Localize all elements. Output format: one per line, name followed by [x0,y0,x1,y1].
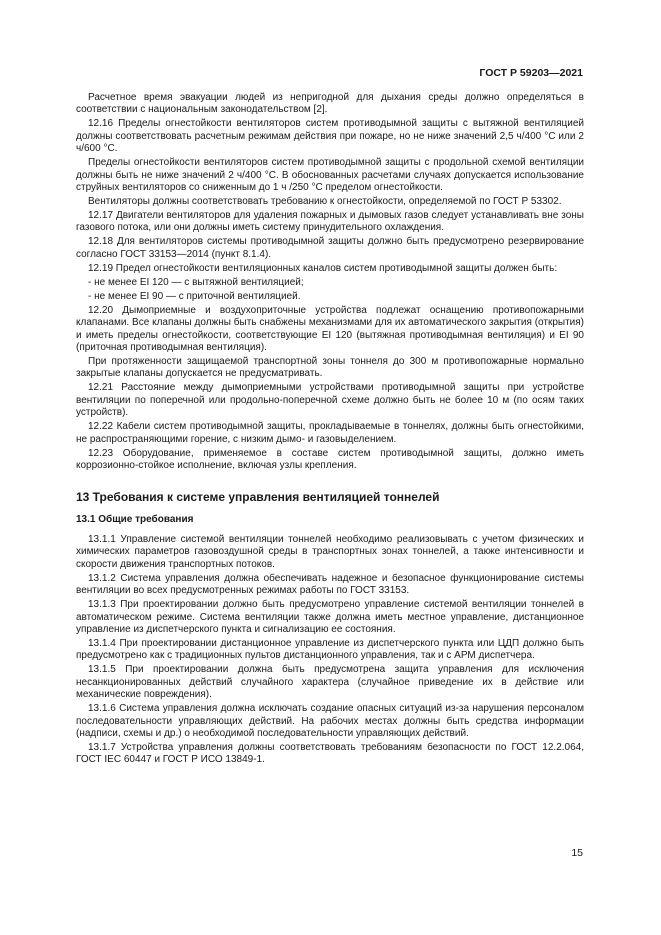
paragraph: Пределы огнестойкости вентиляторов систем противодымной защиты с продольной схемой вентиляции должны быть не ниже значений 2 ч/400 °С. В обоснованных расчетами случаях допускается использование струйных вентиляторов со сниженным до 1 ч /250 °С пределом огнестойкости. [76,157,584,194]
paragraph-12-21: 12.21 Расстояние между дымоприемными устройствами противодымной защиты при устройстве вентиляции по поперечной или продольно-поперечной схеме должно быть не более 10 м (по осям таких устройств). [76,382,584,419]
page-number: 15 [571,847,583,859]
paragraph-13-1-4: 13.1.4 При проектировании дистанционное управление из диспетчерского пункта или ЦДП должно быть предусмотрено как с традиционных пультов дистанционного управления, так и с АРМ диспетчера. [76,637,584,662]
section-heading: 13 Требования к системе управления вентиляцией тоннелей [76,489,440,504]
paragraph-12-22: 12.22 Кабели систем противодымной защиты, прокладываемые в тоннелях, должны быть огнестойкими, не распространяющими горение, с низким дымо- и газовыделением. [76,421,584,445]
paragraph: При протяженности защищаемой транспортной зоны тоннеля до 300 м противопожарные нормально закрытые клапаны допускается не предусматривать. [76,356,584,380]
paragraph: Вентиляторы должны соответствовать требованию к огнестойкости, определяемой по ГОСТ Р 53302. [88,196,562,208]
paragraph-12-16: 12.16 Пределы огнестойкости вентиляторов систем противодымной защиты с вытяжной вентиляцией должны соответствовать расчетным режимам действия при пожаре, но не ниже значений 2,5 ч/400 °С или 2 ч/600 °С. [76,118,584,155]
paragraph-13-1-2: 13.1.2 Система управления должна обеспечивать надежное и безопасное функционирование системы вентиляции во всех предусмотренных режимах работы по ГОСТ 33153. [76,572,584,597]
document-code: ГОСТ Р 59203—2021 [479,67,583,79]
list-item: - не менее EI 120 — с вытяжной вентиляцией; [88,276,304,288]
subsection-heading: 13.1 Общие требования [76,513,194,525]
paragraph-13-1-7: 13.1.7 Устройства управления должны соответствовать требованиям безопасности по ГОСТ 12.2.064, ГОСТ IEC 60447 и ГОСТ Р ИСО 13849-1. [76,741,584,766]
paragraph-13-1-5: 13.1.5 При проектировании должна быть предусмотрена защита управления для исключения несанкционированных действий случайного характера (случайное приведение их в действие или механические повреждения). [76,664,584,701]
paragraph-13-1-3: 13.1.3 При проектировании должно быть предусмотрено управление системой вентиляции тоннелей в автоматическом режиме. Система вентиляции также должна иметь местное управление, дистанционное управление из диспетчерского пункта и сигнализацию ее состояния. [76,599,584,635]
paragraph-12-18: 12.18 Для вентиляторов системы противодымной защиты должно быть предусмотрено резервирование согласно ГОСТ 33153—2014 (пункт 8.1.4). [76,236,584,260]
paragraph-12-19: 12.19 Предел огнестойкости вентиляционных каналов систем противодымной защиты должен быть: [88,262,558,274]
paragraph-12-17: 12.17 Двигатели вентиляторов для удаления пожарных и дымовых газов следует устанавливать вне зоны газового потока, или они должны иметь систему принудительного охлаждения. [76,210,584,234]
paragraph-12-20: 12.20 Дымоприемные и воздухоприточные устройства подлежат оснащению противопожарными клапанами. Все клапаны должны быть снабжены механизмами для их автоматического закрытия (открытия) и иметь пределы огнестойкости, соответствующие EI 120 (вытяжная противодымная вентиляция) и EI 90 (приточная противодымная вентиляция). [76,304,584,354]
paragraph-12-23: 12.23 Оборудование, применяемое в составе систем противодымной защиты, должно иметь коррозионно-стойкое исполнение, включая узлы крепления. [76,447,584,472]
document-body [76,92,584,768]
paragraph-13-1-6: 13.1.6 Система управления должна исключать создание опасных ситуаций из-за нарушения персоналом последовательности управляющих действий. На рабочих местах должны быть средства информации (надписи, схемы и др.) о необходимой последовательности управляющих действий. [76,703,584,739]
paragraph-13-1-1: 13.1.1 Управление системой вентиляции тоннелей необходимо реализовывать с учетом физических и химических параметров газовоздушной среды в транспортных зонах тоннелей, а также интенсивности и скорости движения транспортных потоков. [76,533,584,570]
list-item: - не менее EI 90 — с приточной вентиляцией. [88,290,301,302]
paragraph: Расчетное время эвакуации людей из непригодной для дыхания среды должно определяться в соответствии с национальным законодательством [2]. [76,92,584,116]
